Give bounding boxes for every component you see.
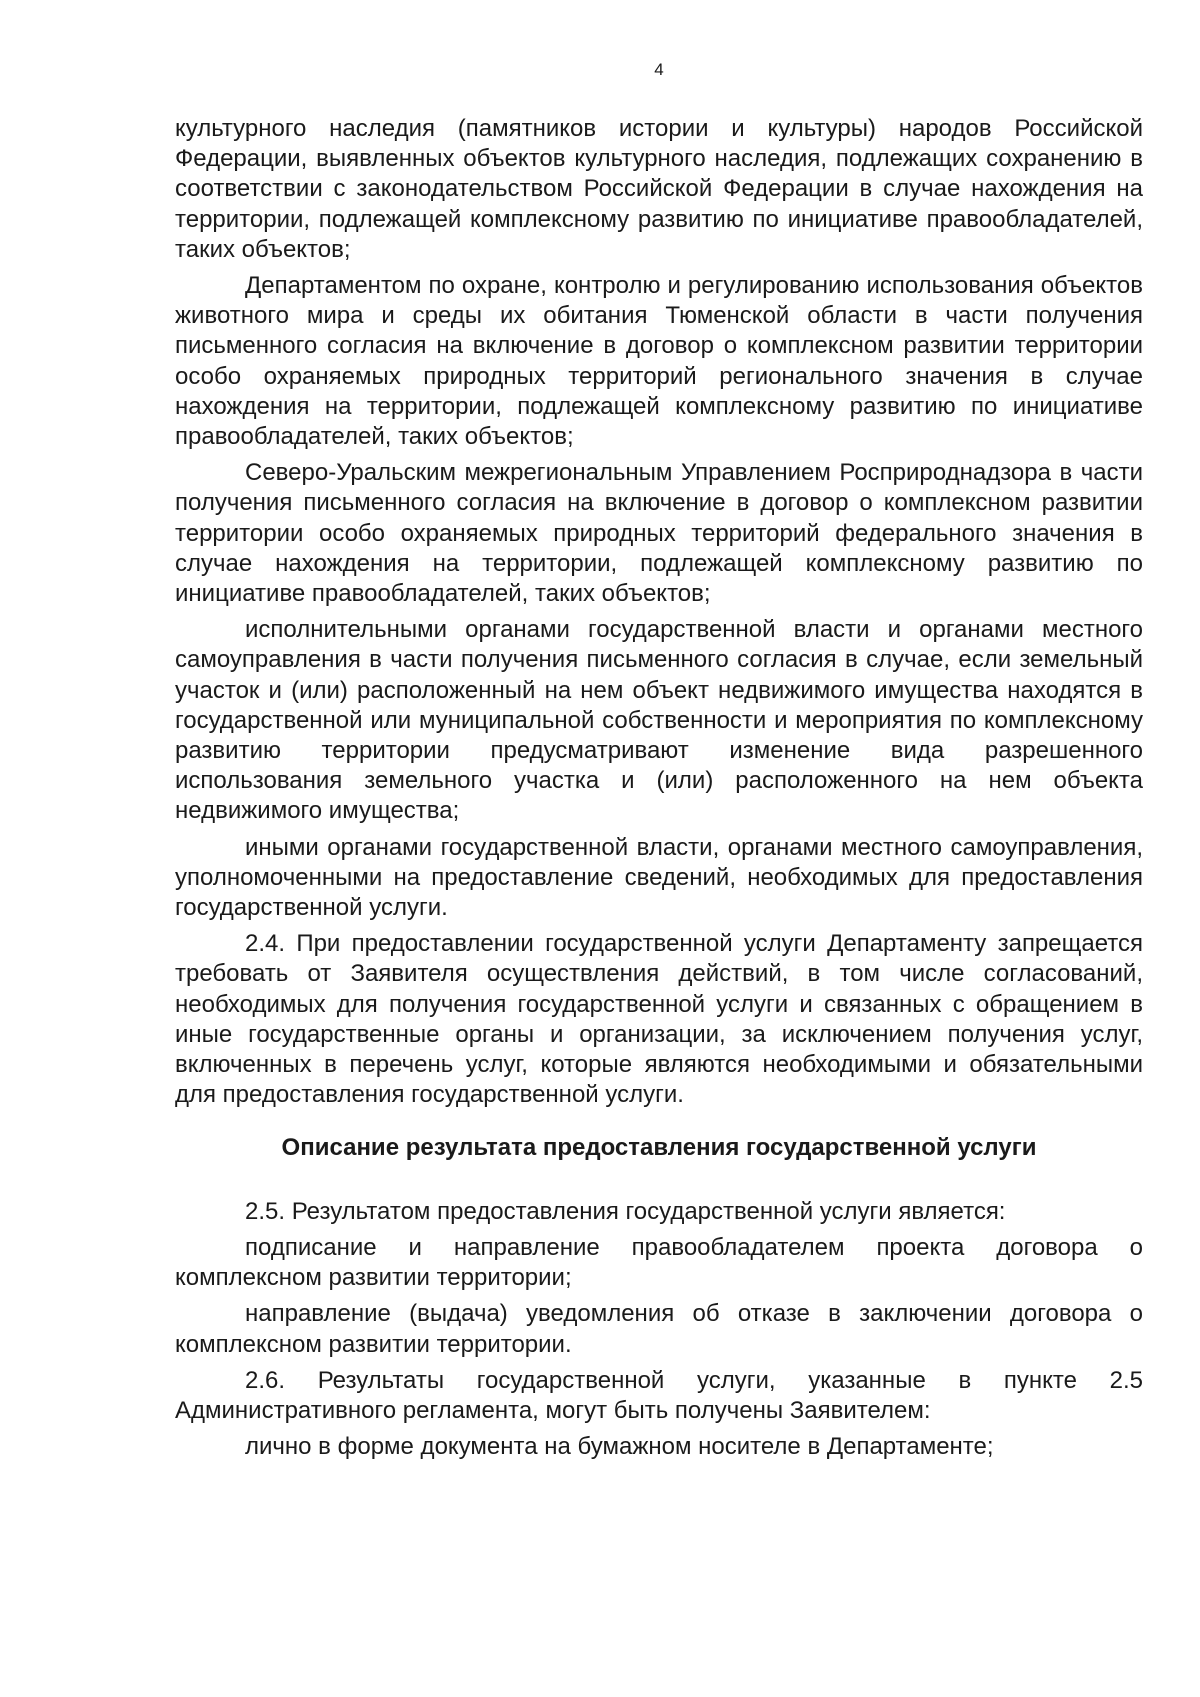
- paragraph-1: культурного наследия (памятников истории и культуры) народов Российской Федерации, выявленных объектов культурного наследия, подлежащих сохранению в соответствии с законодательством Российской Федерации в случае нахождения на территории, подлежащей комплексному развитию по инициативе правообладателей, таких объектов;: [175, 115, 1143, 263]
- paragraph-9: направление (выдача) уведомления об отказе в заключении договора о комплексном развитии территории.: [175, 1300, 1143, 1358]
- paragraph-3: Северо-Уральским межрегиональным Управлением Росприроднадзора в части получения письменного согласия на включение в договор о комплексном развитии территории особо охраняемых природных территорий федерального значения в случае нахождения на территории, подлежащей комплексному развитию по инициативе правообладателей, таких объектов;: [175, 459, 1143, 608]
- paragraph-4: исполнительными органами государственной власти и органами местного самоуправления в части получения письменного согласия в случае, если земельный участок и (или) расположенный на нем объект недвижимого имущества находятся в государственной или муниципальной собственности и мероприятия по комплексному развитию территории предусматривают изменение вида разрешенного использования земельного участка и (или) расположенного на нем объекта недвижимого имущества;: [175, 616, 1143, 825]
- section-heading: Описание результата предоставления государственной услуги: [281, 1133, 1037, 1161]
- document-body: [175, 114, 1143, 1468]
- paragraph-2: Департаментом по охране, контролю и регулированию использования объектов животного мира и среды их обитания Тюменской области в части получения письменного согласия на включение в договор о комплексном развитии территории особо охраняемых природных территорий регионального значения в случае нахождения на территории, подлежащей комплексному развитию по инициативе правообладателей, таких объектов;: [175, 272, 1143, 451]
- paragraph-11: лично в форме документа на бумажном носителе в Департаменте;: [245, 1433, 994, 1461]
- paragraph-8: подписание и направление правообладателем проекта договора о комплексном развитии территории;: [175, 1233, 1143, 1292]
- paragraph-7: 2.5. Результатом предоставления государственной услуги является:: [245, 1197, 1006, 1225]
- paragraph-10: 2.6. Результаты государственной услуги, указанные в пункте 2.5 Административного регламента, могут быть получены Заявителем:: [175, 1366, 1143, 1424]
- paragraph-5: иными органами государственной власти, органами местного самоуправления, уполномоченными на предоставление сведений, необходимых для предоставления государственной услуги.: [175, 833, 1143, 922]
- page-number: 4: [654, 60, 664, 79]
- paragraph-6: 2.4. При предоставлении государственной услуги Департаменту запрещается требовать от Заявителя осуществления действий, в том числе согласований, необходимых для получения государственной услуги и связанных с обращением в иные государственные органы и организации, за исключением получения услуг, включенных в перечень услуг, которые являются необходимыми и обязательными для предоставления государственной услуги.: [175, 930, 1143, 1109]
